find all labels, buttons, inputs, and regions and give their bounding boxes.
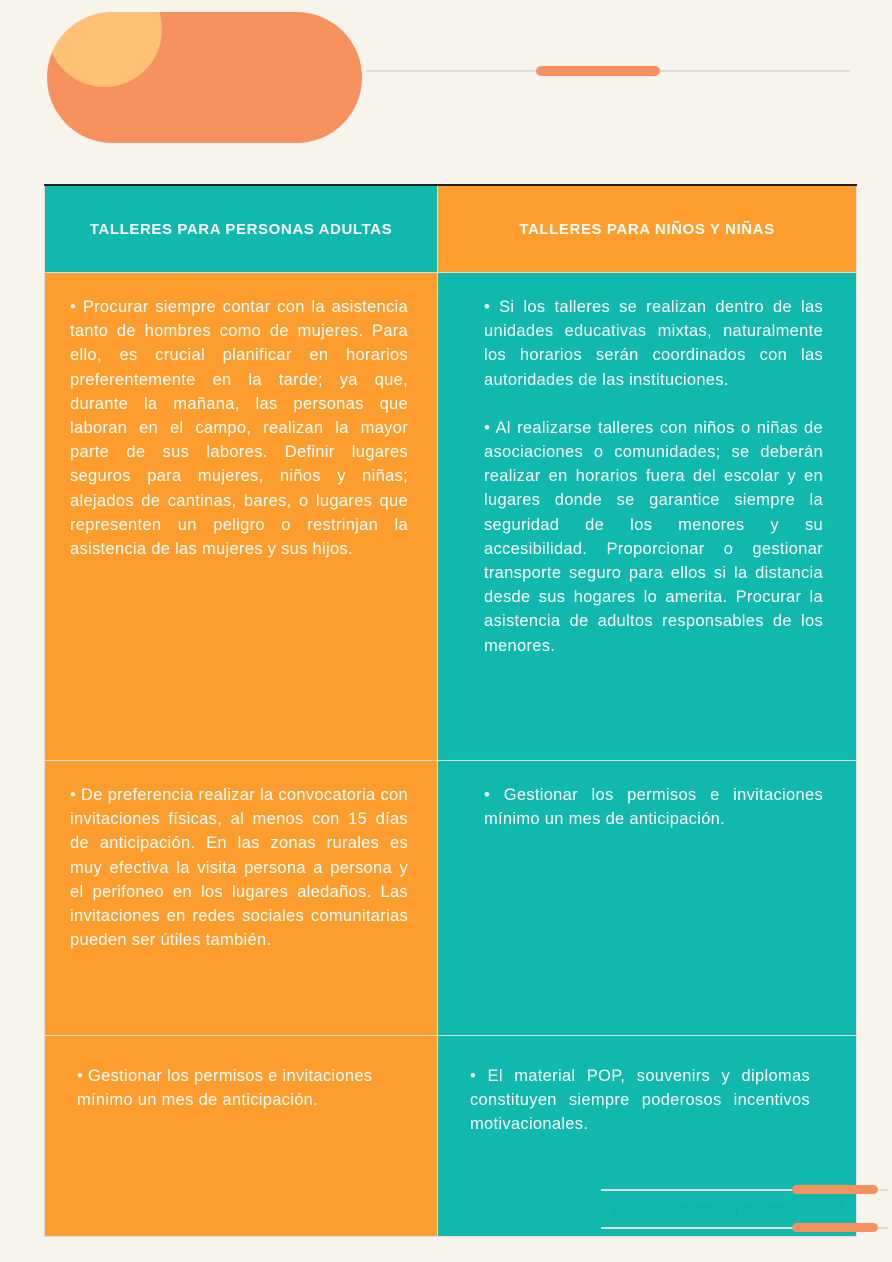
cell-children-invitations [438,761,857,1036]
workshop-comparison-table [44,184,857,1237]
footer-accent-bottom [792,1223,878,1232]
cell-paragraph: • El material POP, souvenirs y diplomas constituyen siempre poderosos incentivos motivacionales. [470,1067,810,1134]
footer-guide-title: GUÍA DE TRANSFERENCIA METODOLÓGICA [612,1202,817,1219]
cell-children-schedule [438,273,857,761]
cell-adults-schedule [45,273,438,761]
column-header-children: TALLERES PARA NIÑOS Y NIÑAS [438,185,857,273]
cell-adults-invitations [45,761,438,1036]
table-row [45,273,857,761]
cell-adults-permits [45,1036,438,1237]
header-decoration-circle [47,12,162,87]
header-decoration-pill [47,12,362,143]
column-header-adults: TALLERES PARA PERSONAS ADULTAS [45,185,438,273]
cell-paragraph: • Gestionar los permisos e invitaciones mínimo un mes de anticipación. [77,1067,373,1110]
cell-paragraph: • De preferencia realizar la convocatoria con invitaciones físicas, al menos con 15 días de anticipación. En las zonas rurales es muy efectiva la visita persona a persona y el perifoneo en los lugares aledaños. Las invitaciones en redes sociales comunitarias pueden ser útiles también. [70,786,408,950]
cell-paragraph: • Si los talleres se realizan dentro de las unidades educativas mixtas, naturalmente los horarios serán coordinados con las autoridades de las instituciones. [484,298,823,389]
page-number: 30 [822,1198,844,1219]
cell-paragraph: • Procurar siempre contar con la asistencia tanto de hombres como de mujeres. Para ello, es crucial planificar en horarios preferentemente en la tarde; ya que, durante la mañana, las personas que laboran en el campo, realizan la mayor parte de sus labores. Definir lugares seguros para mujeres, niños y niñas; alejados de cantinas, bares, o lugares que representen un peligro o restrinjan la asistencia de las mujeres y sus hijos. [70,298,408,559]
cell-paragraph: • Al realizarse talleres con niños o niñas de asociaciones o comunidades; se deberán realizar en horarios fuera del escolar y en lugares donde se garantice siempre la seguridad de los menores y su accesibilidad. Proporcionar o gestionar transporte seguro para ellos si la distancia desde sus hogares lo amerita. Procurar la asistencia de adultos responsables de los menores. [484,418,823,655]
cell-paragraph: • Gestionar los permisos e invitaciones mínimo un mes de anticipación. [484,786,823,829]
header-decoration-bar [536,66,660,76]
footer-accent-top [792,1185,878,1194]
table-row [45,761,857,1036]
